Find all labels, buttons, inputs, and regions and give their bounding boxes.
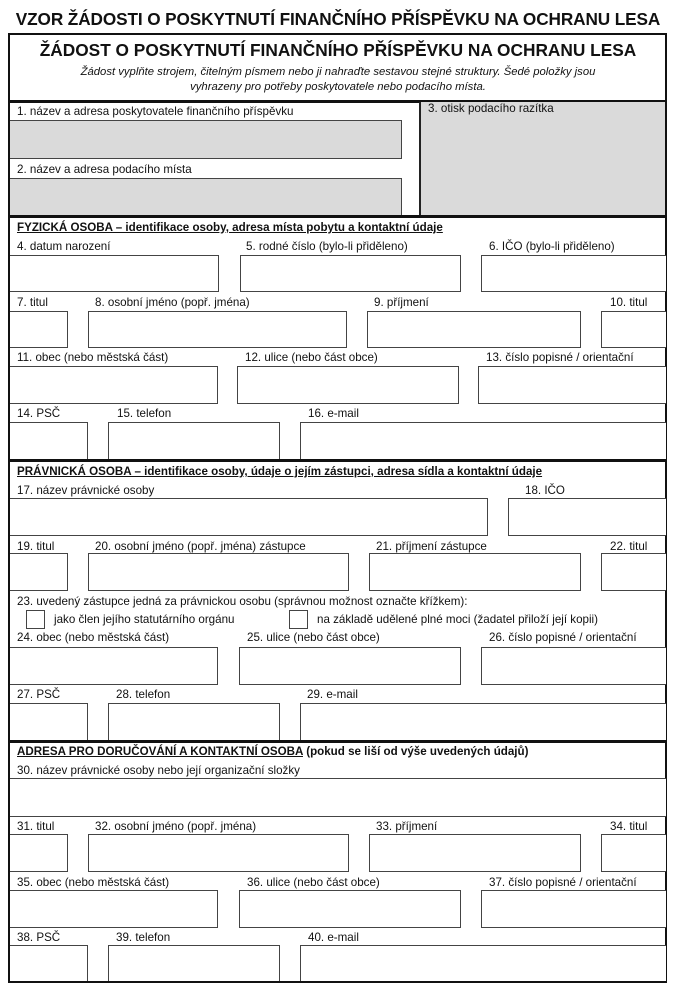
delivery-heading [17, 745, 528, 759]
field-32-label: 32. osobní jméno (popř. jména) [95, 820, 257, 833]
delivery-organization-field[interactable] [10, 778, 666, 817]
stamp-area [420, 102, 665, 216]
section-heading-note: (pokud se liší od výše uvedených údajů) [302, 745, 529, 758]
rep-title-before-field[interactable] [10, 553, 68, 591]
legal-email-field[interactable] [300, 703, 666, 741]
field-27-label: 27. PSČ [17, 688, 61, 701]
field-40-label: 40. e-mail [308, 931, 359, 944]
template-title: VZOR ŽÁDOSTI O POSKYTNUTÍ FINANČNÍHO PŘÍSPĚVKU NA OCHRANU LESA [15, 9, 661, 29]
field-39-label: 39. telefon [116, 931, 171, 944]
title-after-field[interactable] [601, 311, 666, 348]
field-2-label: 2. název a adresa podacího místa [17, 163, 192, 176]
contact-title-after-field[interactable] [601, 834, 666, 872]
statutory-body-checkbox[interactable] [26, 610, 45, 629]
legal-ico-field[interactable] [508, 498, 666, 536]
field-38-label: 38. PSČ [17, 931, 61, 944]
email-field[interactable] [300, 422, 666, 460]
form-title: ŽÁDOST O POSKYTNUTÍ FINANČNÍHO PŘÍSPĚVKU NA OCHRANU LESA [39, 40, 637, 60]
field-34-label: 34. titul [610, 820, 648, 833]
instructions-line-1: Žádost vyplňte strojem, čitelným písmem nebo ji nahraďte sestavou stejné struktury. Šedé položky jsou [80, 66, 596, 78]
legal-house-number-field[interactable] [481, 647, 666, 685]
instructions-line-2: vyhrazeny pro potřeby poskytovatele nebo podacího místa. [190, 80, 486, 93]
field-15-label: 15. telefon [117, 407, 172, 420]
rep-surname-field[interactable] [369, 553, 581, 591]
delivery-municipality-field[interactable] [10, 890, 218, 928]
delivery-email-field[interactable] [300, 945, 666, 981]
field-24-label: 24. obec (nebo městská část) [17, 631, 170, 644]
birth-number-field[interactable] [240, 255, 461, 292]
rep-title-after-field[interactable] [601, 553, 666, 591]
divider [9, 215, 666, 218]
legal-postal-code-field[interactable] [10, 703, 88, 741]
field-19-label: 19. titul [17, 540, 55, 553]
first-name-field[interactable] [88, 311, 347, 348]
surname-field[interactable] [367, 311, 581, 348]
contact-surname-field[interactable] [369, 834, 581, 872]
statutory-body-option-label: jako člen jejího statutárního orgánu [54, 613, 235, 626]
divider [9, 459, 666, 462]
provider-name-address-field[interactable] [10, 120, 402, 159]
field-13-label: 13. číslo popisné / orientační [486, 351, 634, 364]
phone-field[interactable] [108, 422, 280, 460]
field-4-label: 4. datum narození [17, 240, 111, 253]
field-22-label: 22. titul [610, 540, 648, 553]
field-16-label: 16. e-mail [308, 407, 359, 420]
field-28-label: 28. telefon [116, 688, 171, 701]
field-31-label: 31. titul [17, 820, 55, 833]
contact-first-name-field[interactable] [88, 834, 349, 872]
street-field[interactable] [237, 366, 459, 404]
field-3-label: 3. otisk podacího razítka [428, 102, 554, 115]
field-5-label: 5. rodné číslo (bylo-li přiděleno) [246, 240, 408, 253]
municipality-field[interactable] [10, 366, 218, 404]
field-26-label: 26. číslo popisné / orientační [489, 631, 637, 644]
field-12-label: 12. ulice (nebo část obce) [245, 351, 378, 364]
ico-field[interactable] [481, 255, 666, 292]
power-of-attorney-checkbox[interactable] [289, 610, 308, 629]
divider [419, 102, 421, 216]
field-10-label: 10. titul [610, 296, 648, 309]
field-17-label: 17. název právnické osoby [17, 484, 155, 497]
title-before-field[interactable] [10, 311, 68, 348]
legal-municipality-field[interactable] [10, 647, 218, 685]
rep-first-name-field[interactable] [88, 553, 349, 591]
field-29-label: 29. e-mail [307, 688, 358, 701]
divider [9, 740, 666, 743]
field-8-label: 8. osobní jméno (popř. jména) [95, 296, 250, 309]
field-1-label: 1. název a adresa poskytovatele finančního příspěvku [17, 105, 294, 118]
field-21-label: 21. příjmení zástupce [376, 540, 487, 553]
legal-person-heading [17, 465, 542, 479]
section-heading-text: ADRESA PRO DORUČOVÁNÍ A KONTAKTNÍ OSOBA [17, 745, 303, 758]
field-7-label: 7. titul [17, 296, 48, 309]
field-33-label: 33. příjmení [376, 820, 438, 833]
field-11-label: 11. obec (nebo městská část) [17, 351, 169, 364]
field-37-label: 37. číslo popisné / orientační [489, 876, 637, 889]
delivery-street-field[interactable] [239, 890, 461, 928]
field-36-label: 36. ulice (nebo část obce) [247, 876, 380, 889]
field-9-label: 9. příjmení [374, 296, 429, 309]
field-23-label: 23. uvedený zástupce jedná za právnickou osobu (správnou možnost označte křížkem): [17, 595, 468, 608]
legal-phone-field[interactable] [108, 703, 280, 741]
birth-date-field[interactable] [10, 255, 219, 292]
section-heading-text: PRÁVNICKÁ OSOBA – identifikace osoby, údaje o jejím zástupci, adresa sídla a kontaktní údaje [17, 465, 543, 478]
house-number-field[interactable] [478, 366, 666, 404]
delivery-postal-code-field[interactable] [10, 945, 88, 981]
postal-code-field[interactable] [10, 422, 88, 460]
legal-entity-name-field[interactable] [10, 498, 488, 536]
natural-person-heading [17, 221, 443, 235]
field-6-label: 6. IČO (bylo-li přiděleno) [489, 240, 615, 253]
field-14-label: 14. PSČ [17, 407, 61, 420]
contact-title-before-field[interactable] [10, 834, 68, 872]
delivery-house-number-field[interactable] [481, 890, 666, 928]
field-25-label: 25. ulice (nebo část obce) [247, 631, 380, 644]
form-instructions [10, 65, 666, 94]
field-35-label: 35. obec (nebo městská část) [17, 876, 170, 889]
field-30-label: 30. název právnické osoby nebo její organizační složky [17, 764, 300, 777]
field-20-label: 20. osobní jméno (popř. jména) zástupce [95, 540, 306, 553]
field-18-label: 18. IČO [525, 484, 565, 497]
section-heading-text: FYZICKÁ OSOBA – identifikace osoby, adresa místa pobytu a kontaktní údaje [17, 221, 443, 234]
delivery-phone-field[interactable] [108, 945, 280, 981]
power-of-attorney-option-label: na základě udělené plné moci (žadatel přiloží její kopii) [317, 613, 598, 626]
submission-place-field[interactable] [10, 178, 402, 216]
legal-street-field[interactable] [239, 647, 461, 685]
